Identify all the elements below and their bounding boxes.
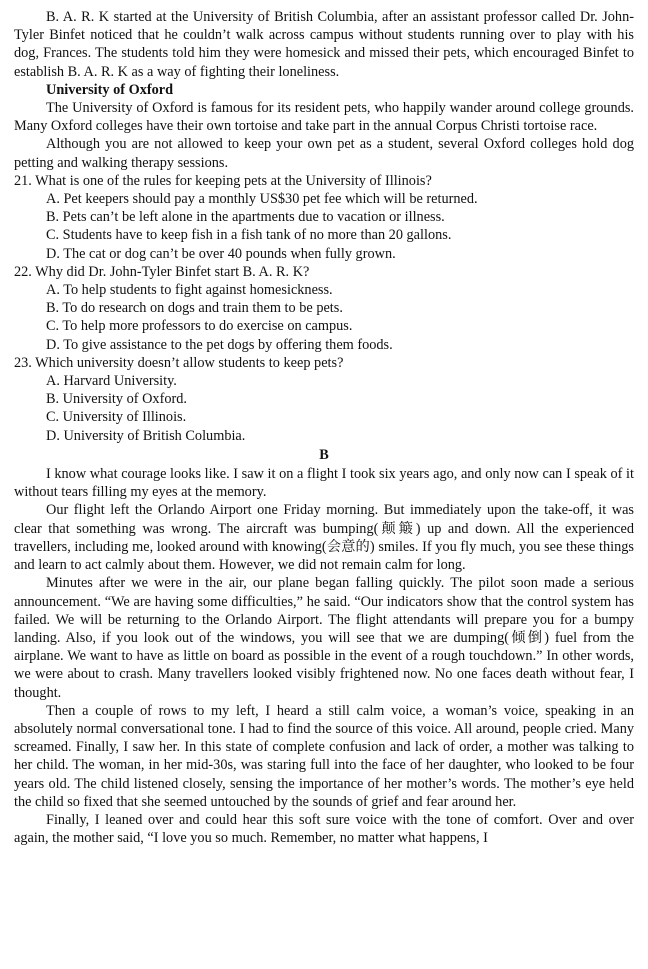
question-21 bbox=[14, 172, 634, 263]
option-a: A. Pet keepers should pay a monthly US$30 pet fee which will be returned. bbox=[46, 191, 478, 208]
option-a: A. Harvard University. bbox=[46, 373, 177, 390]
section-label-b: B bbox=[319, 446, 329, 463]
paragraph-b-5: Finally, I leaned over and could hear this soft sure voice with the tone of comfort. Over and over again, the mother said, “I love you so much. Remember, no matter what happens, I bbox=[14, 811, 634, 847]
option-c: C. Students have to keep fish in a fish tank of no more than 20 gallons. bbox=[46, 227, 452, 244]
paragraph-oxford-2: Although you are not allowed to keep your own pet as a student, several Oxford colleges hold dog petting and walking therapy sessions. bbox=[14, 136, 634, 171]
option-b: B. To do research on dogs and train them to be pets. bbox=[46, 300, 343, 317]
paragraph-b-4: Then a couple of rows to my left, I heard a still calm voice, a woman’s voice, speaking in an absolutely normal conversational tone. I had to find the source of this voice. All around, people cried. Many screamed. Finally, I saw her. In this state of complete confusion and lack of order, a mother was talking to her child. The woman, in her mid-30s, was staring full into the face of her daughter, who looked to be four years old. The child listened closely, sensing the importance of her mother’s words. The mother’s eye held the child so fixed that she seemed untouched by the sounds of grief and fear around her. bbox=[14, 702, 634, 810]
paragraph-oxford-1: The University of Oxford is famous for its resident pets, who happily wander around college grounds. Many Oxford colleges have their own tortoise and take part in the annual Corpus Christi tortoise race. bbox=[14, 100, 634, 135]
question-22 bbox=[14, 263, 634, 354]
option-c: C. University of Illinois. bbox=[46, 409, 187, 426]
paragraph-bark: B. A. R. K started at the University of British Columbia, after an assistant professor called Dr. John-Tyler Binfet noticed that he couldn’t walk across campus without students running over to play with his dog, Frances. The students told him they were homesick and missed their pets, which encouraged Binfet to establish B. A. R. K as a way of fighting their loneliness. bbox=[14, 9, 634, 80]
paragraph-b-3: Minutes after we were in the air, our plane began falling quickly. The pilot soon made a serious announcement. “We are having some difficulties,” he said. “Our indicators show that the control system has failed. We will be returning to the Orlando Airport. The flight attendants will prepare you for a bumpy landing. Also, if you look out of the windows, you will see that we are dumping(倾倒) fuel from the airplane. We want to have as little on board as possible in the event of a rough touchdown.” In other words, we were about to crash. Many travellers looked visibly frightened now. No one faces death without fear, I thought. bbox=[14, 575, 634, 701]
option-d: D. The cat or dog can’t be over 40 pounds when fully grown. bbox=[46, 245, 396, 262]
paragraph-b-1: I know what courage looks like. I saw it on a flight I took six years ago, and only now can I speak of it without tears filling my eyes at the memory. bbox=[14, 466, 634, 501]
question-stem: 23. Which university doesn’t allow students to keep pets? bbox=[14, 354, 344, 371]
question-stem: 22. Why did Dr. John-Tyler Binfet start B. A. R. K? bbox=[14, 263, 310, 280]
question-23 bbox=[14, 354, 634, 445]
question-stem: 21. What is one of the rules for keeping pets at the University of Illinois? bbox=[14, 172, 432, 189]
option-d: D. To give assistance to the pet dogs by offering them foods. bbox=[46, 336, 393, 353]
option-b: B. University of Oxford. bbox=[46, 391, 187, 408]
option-a: A. To help students to fight against homesickness. bbox=[46, 282, 333, 299]
option-c: C. To help more professors to do exercise on campus. bbox=[46, 318, 353, 335]
heading-oxford: University of Oxford bbox=[46, 81, 174, 98]
paragraph-b-2: Our flight left the Orlando Airport one Friday morning. But immediately upon the take-off, it was clear that something was wrong. The aircraft was bumping(颠簸) up and down. All the experienced travellers, including me, looked around with knowing(会意的) smiles. If you fly much, you see these things and learn to act calmly about them. However, we did not remain calm for long. bbox=[14, 502, 634, 574]
option-b: B. Pets can’t be left alone in the apartments due to vacation or illness. bbox=[46, 209, 445, 226]
option-d: D. University of British Columbia. bbox=[46, 427, 246, 444]
